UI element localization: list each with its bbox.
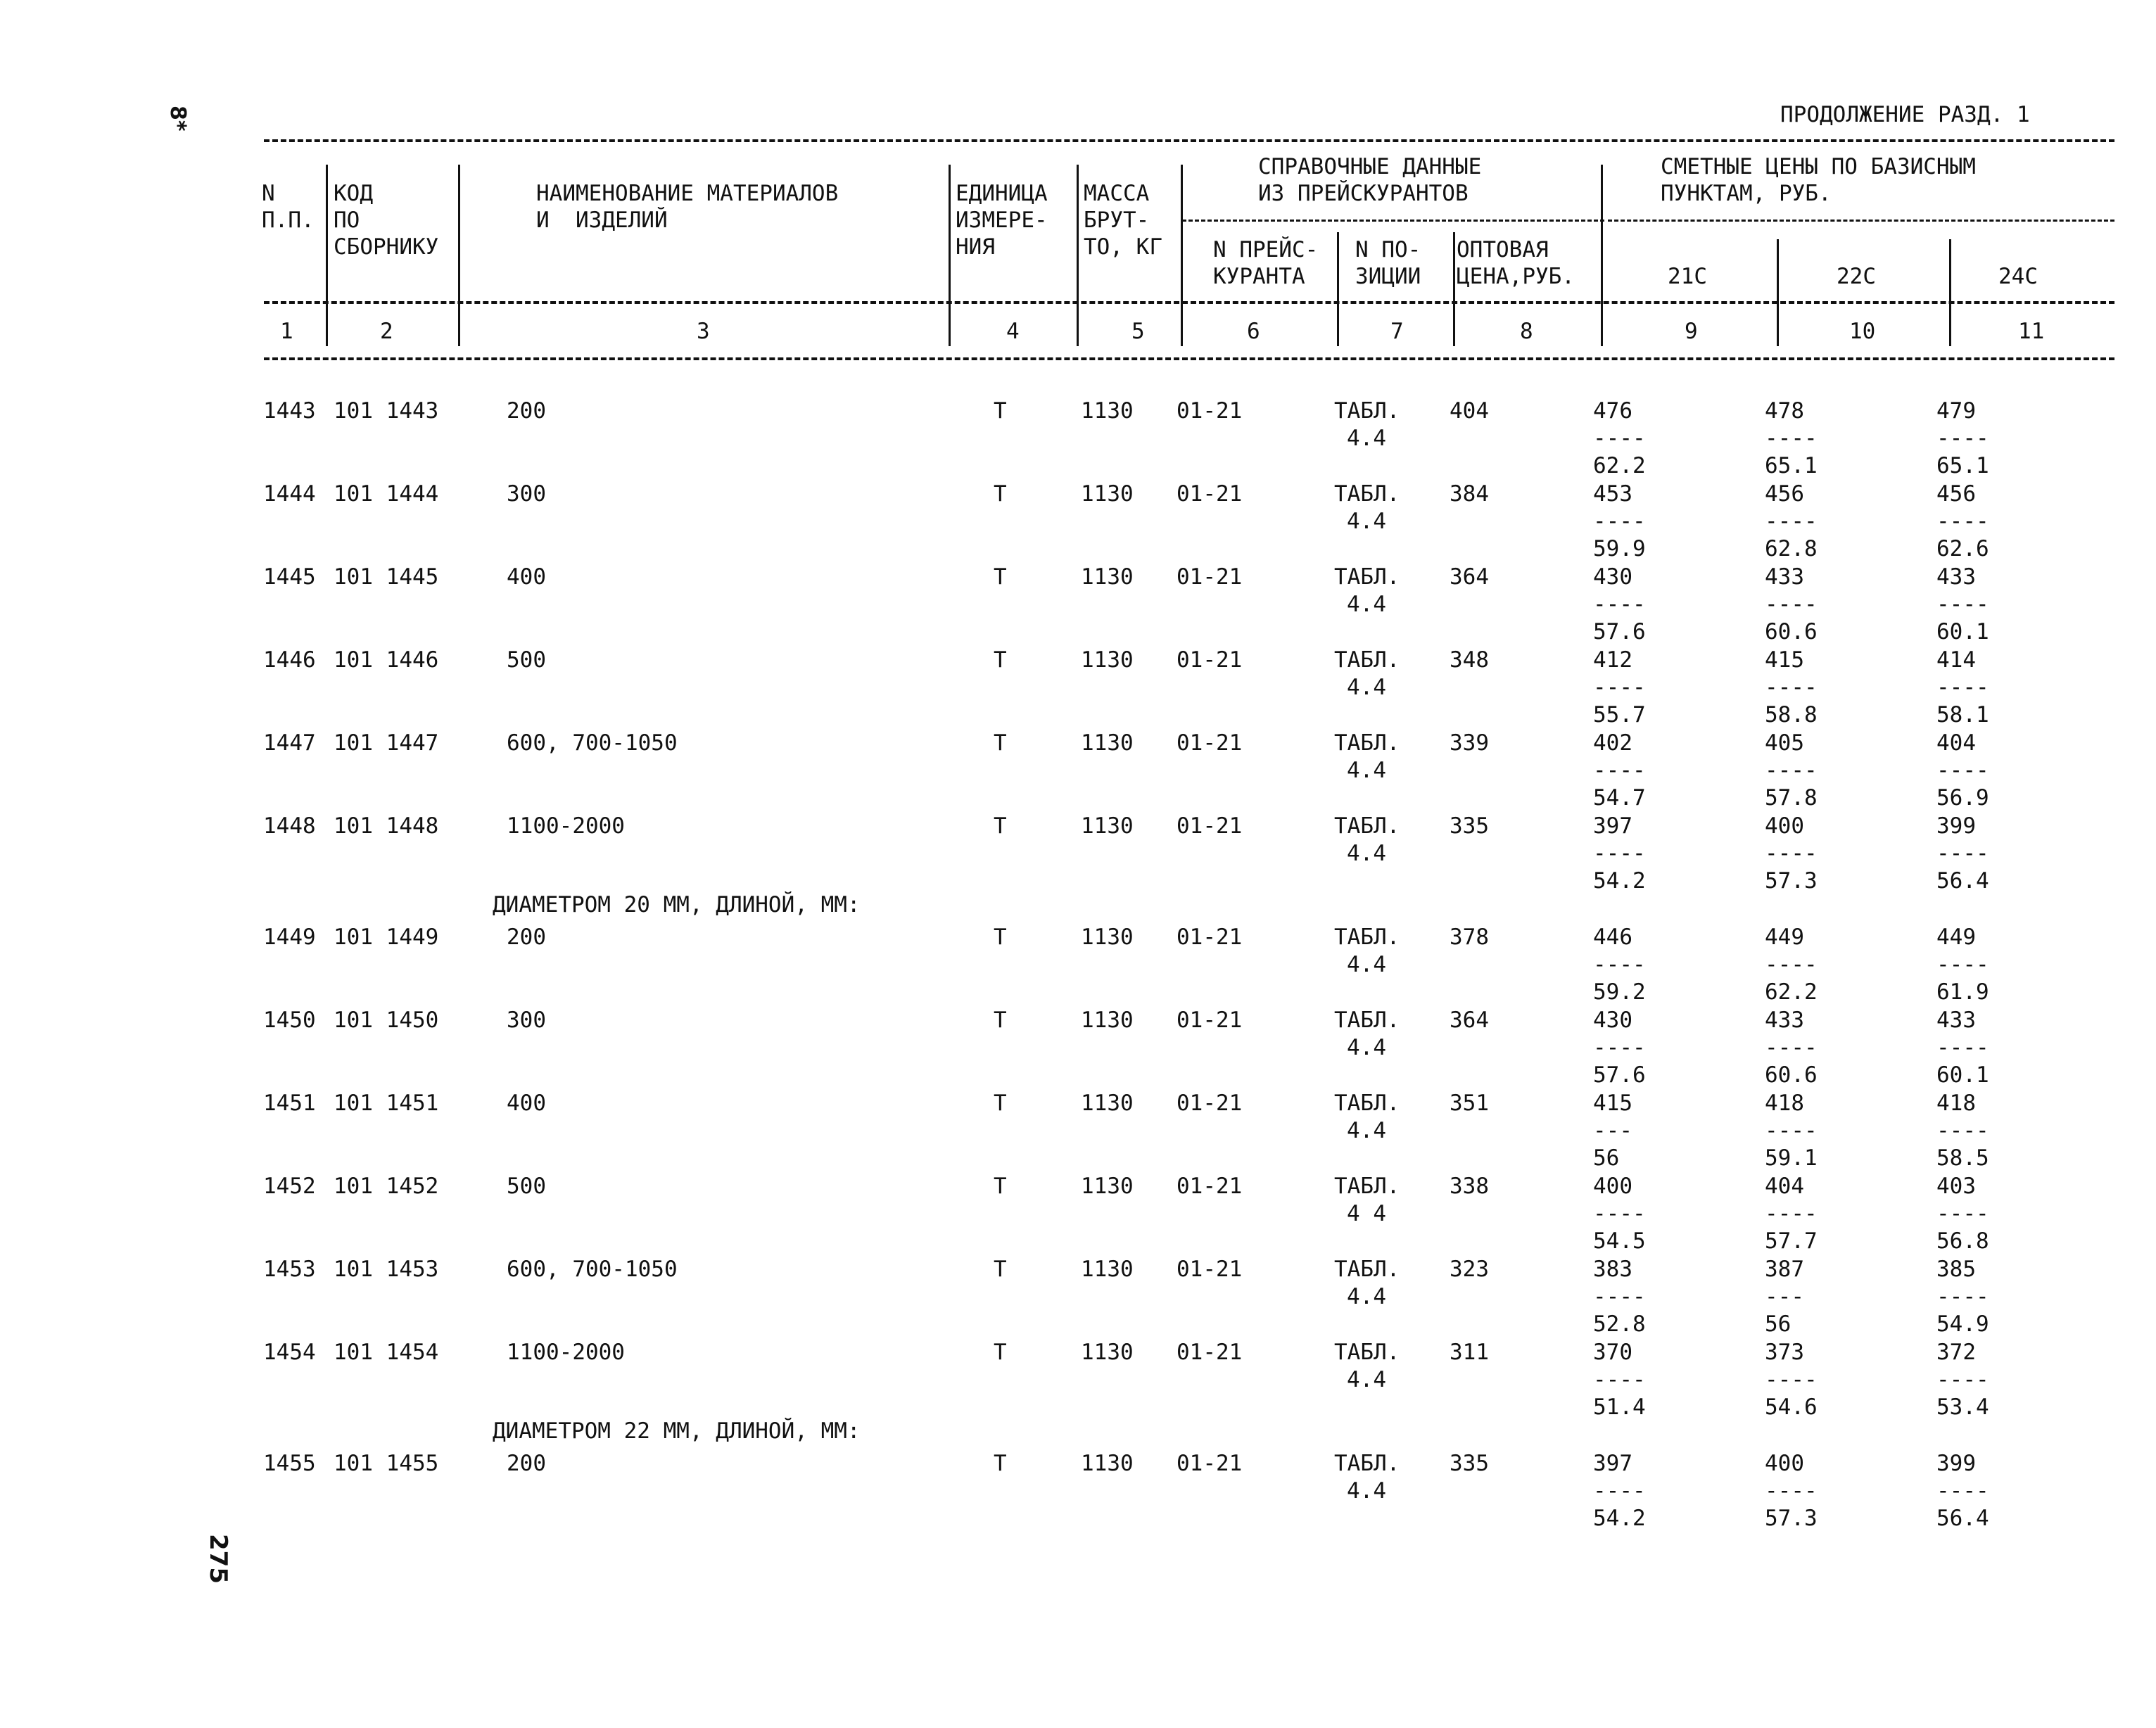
row-wholesale-price: 384 <box>1450 481 1489 507</box>
row-unit: Т <box>994 1451 1007 1476</box>
price-p24-divider: ---- <box>1936 758 1989 783</box>
price-p21-value: 446 <box>1593 925 1632 950</box>
header-group-ref-line1: СПРАВОЧНЫЕ ДАННЫЕ <box>1258 154 1482 179</box>
row-wholesale-price: 338 <box>1450 1174 1489 1199</box>
header-col5-line3: ТО, КГ <box>1084 234 1162 260</box>
row-number: 1447 <box>263 730 316 756</box>
row-number: 1454 <box>263 1340 316 1365</box>
price-p24-sub: 62.6 <box>1936 536 1989 561</box>
price-p22-divider: --- <box>1765 1284 1804 1309</box>
price-p24-value: 399 <box>1936 1451 1976 1476</box>
header-divider <box>1077 165 1079 346</box>
continuation-label: ПРОДОЛЖЕНИЕ РАЗД. 1 <box>1780 102 2030 127</box>
row-code: 101 1443 <box>334 398 439 424</box>
row-unit: Т <box>994 1174 1007 1199</box>
header-col8-line2: ЦЕНА,РУБ. <box>1457 264 1575 289</box>
column-number: 2 <box>380 319 393 344</box>
price-p24-value: 404 <box>1936 730 1976 756</box>
row-wholesale-price: 335 <box>1450 1451 1489 1476</box>
row-code: 101 1451 <box>334 1091 439 1116</box>
row-position-sub: 4 4 <box>1347 1201 1386 1226</box>
price-p24-sub: 54.9 <box>1936 1311 1989 1337</box>
row-name: 300 <box>507 1008 546 1033</box>
header-col11: 24С <box>1998 264 2038 289</box>
column-number: 6 <box>1247 319 1260 344</box>
row-mass: 1130 <box>1081 1340 1134 1365</box>
row-position-sub: 4.4 <box>1347 841 1386 866</box>
price-p21-divider: ---- <box>1593 509 1646 534</box>
price-p21-value: 383 <box>1593 1257 1632 1282</box>
header-col4-line2: ИЗМЕРЕ- <box>956 208 1048 233</box>
row-mass: 1130 <box>1081 1257 1134 1282</box>
price-p22-divider: ---- <box>1765 1478 1818 1504</box>
price-p24-divider: ---- <box>1936 952 1989 977</box>
price-p21-sub: 62.2 <box>1593 453 1646 478</box>
price-p22-sub: 59.1 <box>1765 1145 1818 1171</box>
price-p24-sub: 61.9 <box>1936 979 1989 1005</box>
price-p21-divider: ---- <box>1593 1478 1646 1504</box>
price-p24-divider: ---- <box>1936 1478 1989 1504</box>
price-p24-sub: 56.8 <box>1936 1228 1989 1254</box>
price-p22-sub: 57.3 <box>1765 868 1818 894</box>
price-p22-sub: 60.6 <box>1765 1062 1818 1088</box>
price-p21-value: 476 <box>1593 398 1632 424</box>
header-sub-rule <box>264 301 2114 304</box>
price-p21-sub: 56 <box>1593 1145 1620 1171</box>
price-p22-value: 400 <box>1765 1451 1804 1476</box>
price-p21-sub: 54.5 <box>1593 1228 1646 1254</box>
row-mass: 1130 <box>1081 1091 1134 1116</box>
price-p24-value: 433 <box>1936 564 1976 590</box>
row-number: 1446 <box>263 647 316 673</box>
group-ref-rule <box>1182 220 1604 222</box>
row-code: 101 1455 <box>334 1451 439 1476</box>
header-col1-line1: N <box>262 181 275 206</box>
price-p22-divider: ---- <box>1765 1035 1818 1060</box>
row-wholesale-price: 311 <box>1450 1340 1489 1365</box>
price-p21-value: 430 <box>1593 1008 1632 1033</box>
row-code: 101 1448 <box>334 813 439 839</box>
header-col8-line1: ОПТОВАЯ <box>1457 237 1549 262</box>
column-number: 7 <box>1390 319 1404 344</box>
price-p21-sub: 59.2 <box>1593 979 1646 1005</box>
row-number: 1443 <box>263 398 316 424</box>
price-p24-sub: 60.1 <box>1936 1062 1989 1088</box>
price-p22-value: 373 <box>1765 1340 1804 1365</box>
header-divider <box>1453 232 1455 346</box>
row-position: ТАБЛ. <box>1334 925 1400 950</box>
price-p21-sub: 51.4 <box>1593 1395 1646 1420</box>
side-mark-top: 8* <box>165 106 190 132</box>
row-position: ТАБЛ. <box>1334 1340 1400 1365</box>
price-p24-value: 418 <box>1936 1091 1976 1116</box>
column-number: 11 <box>2018 319 2045 344</box>
row-wholesale-price: 404 <box>1450 398 1489 424</box>
row-position: ТАБЛ. <box>1334 398 1400 424</box>
price-p21-divider: ---- <box>1593 1284 1646 1309</box>
row-name: 400 <box>507 564 546 590</box>
subheading: ДИАМЕТРОМ 20 ММ, ДЛИНОЙ, ММ: <box>493 892 861 917</box>
header-top-rule <box>264 139 2114 142</box>
header-col7-line1: N ПО- <box>1355 237 1421 262</box>
row-position-sub: 4.4 <box>1347 592 1386 617</box>
row-name: 300 <box>507 481 546 507</box>
price-p22-divider: ---- <box>1765 952 1818 977</box>
row-name: 1100-2000 <box>507 1340 625 1365</box>
row-wholesale-price: 378 <box>1450 925 1489 950</box>
row-price-list: 01-21 <box>1177 730 1243 756</box>
row-wholesale-price: 364 <box>1450 1008 1489 1033</box>
row-position-sub: 4.4 <box>1347 1035 1386 1060</box>
row-position-sub: 4.4 <box>1347 1478 1386 1504</box>
row-code: 101 1447 <box>334 730 439 756</box>
price-p24-value: 372 <box>1936 1340 1976 1365</box>
price-p22-sub: 65.1 <box>1765 453 1818 478</box>
row-position: ТАБЛ. <box>1334 813 1400 839</box>
header-divider <box>326 165 328 346</box>
row-number: 1455 <box>263 1451 316 1476</box>
header-col7-line2: ЗИЦИИ <box>1355 264 1421 289</box>
header-col6-line1: N ПРЕЙС- <box>1213 237 1319 262</box>
price-p22-sub: 56 <box>1765 1311 1792 1337</box>
header-col3-line1: НАИМЕНОВАНИЕ МАТЕРИАЛОВ <box>536 181 839 206</box>
price-p24-divider: ---- <box>1936 675 1989 700</box>
header-group-prices-line2: ПУНКТАМ, РУБ. <box>1661 181 1832 206</box>
row-name: 600, 700-1050 <box>507 1257 678 1282</box>
price-p21-sub: 54.2 <box>1593 868 1646 894</box>
price-p21-divider: ---- <box>1593 1035 1646 1060</box>
row-mass: 1130 <box>1081 398 1134 424</box>
row-code: 101 1452 <box>334 1174 439 1199</box>
row-position-sub: 4.4 <box>1347 1284 1386 1309</box>
row-mass: 1130 <box>1081 730 1134 756</box>
row-number: 1448 <box>263 813 316 839</box>
price-p24-value: 433 <box>1936 1008 1976 1033</box>
header-col1-line2: П.П. <box>262 208 315 233</box>
row-unit: Т <box>994 481 1007 507</box>
price-p22-value: 415 <box>1765 647 1804 673</box>
header-group-ref-line2: ИЗ ПРЕЙСКУРАНТОВ <box>1258 181 1469 206</box>
price-p21-value: 402 <box>1593 730 1632 756</box>
row-code: 101 1454 <box>334 1340 439 1365</box>
price-p22-sub: 57.8 <box>1765 785 1818 811</box>
price-p22-value: 400 <box>1765 813 1804 839</box>
price-p21-value: 400 <box>1593 1174 1632 1199</box>
price-p21-divider: ---- <box>1593 675 1646 700</box>
price-p22-divider: ---- <box>1765 1118 1818 1143</box>
row-unit: Т <box>994 1340 1007 1365</box>
price-p22-sub: 54.6 <box>1765 1395 1818 1420</box>
row-wholesale-price: 339 <box>1450 730 1489 756</box>
header-col10: 22С <box>1837 264 1876 289</box>
price-p21-value: 453 <box>1593 481 1632 507</box>
row-code: 101 1449 <box>334 925 439 950</box>
row-position-sub: 4.4 <box>1347 675 1386 700</box>
price-p22-sub: 62.8 <box>1765 536 1818 561</box>
header-divider <box>458 165 460 346</box>
row-mass: 1130 <box>1081 925 1134 950</box>
price-p22-divider: ---- <box>1765 1367 1818 1392</box>
row-position: ТАБЛ. <box>1334 730 1400 756</box>
price-p24-sub: 56.9 <box>1936 785 1989 811</box>
header-divider <box>1337 232 1339 346</box>
price-p21-divider: ---- <box>1593 952 1646 977</box>
column-number: 8 <box>1520 319 1533 344</box>
price-p24-value: 385 <box>1936 1257 1976 1282</box>
row-mass: 1130 <box>1081 1174 1134 1199</box>
price-p24-value: 479 <box>1936 398 1976 424</box>
row-mass: 1130 <box>1081 481 1134 507</box>
row-position: ТАБЛ. <box>1334 481 1400 507</box>
header-col2-line2: ПО <box>334 208 360 233</box>
row-wholesale-price: 323 <box>1450 1257 1489 1282</box>
price-p24-sub: 56.4 <box>1936 868 1989 894</box>
row-price-list: 01-21 <box>1177 647 1243 673</box>
row-unit: Т <box>994 1257 1007 1282</box>
header-col9: 21С <box>1668 264 1707 289</box>
row-unit: Т <box>994 398 1007 424</box>
row-position: ТАБЛ. <box>1334 647 1400 673</box>
header-divider <box>1777 239 1779 346</box>
price-p24-divider: ---- <box>1936 841 1989 866</box>
price-p22-divider: ---- <box>1765 1201 1818 1226</box>
row-unit: Т <box>994 925 1007 950</box>
price-p21-value: 412 <box>1593 647 1632 673</box>
price-p22-divider: ---- <box>1765 758 1818 783</box>
row-code: 101 1446 <box>334 647 439 673</box>
price-p24-sub: 58.5 <box>1936 1145 1989 1171</box>
price-p22-value: 433 <box>1765 564 1804 590</box>
price-p22-divider: ---- <box>1765 841 1818 866</box>
price-p21-divider: --- <box>1593 1118 1632 1143</box>
price-p24-divider: ---- <box>1936 1284 1989 1309</box>
row-name: 200 <box>507 1451 546 1476</box>
price-p22-value: 418 <box>1765 1091 1804 1116</box>
price-p22-value: 405 <box>1765 730 1804 756</box>
price-p24-sub: 60.1 <box>1936 619 1989 644</box>
price-p21-value: 397 <box>1593 1451 1632 1476</box>
row-number: 1445 <box>263 564 316 590</box>
price-p21-sub: 52.8 <box>1593 1311 1646 1337</box>
price-p22-sub: 58.8 <box>1765 702 1818 728</box>
row-number: 1444 <box>263 481 316 507</box>
price-p21-value: 430 <box>1593 564 1632 590</box>
column-number: 4 <box>1006 319 1020 344</box>
price-p21-sub: 54.2 <box>1593 1506 1646 1531</box>
row-code: 101 1453 <box>334 1257 439 1282</box>
row-position-sub: 4.4 <box>1347 1118 1386 1143</box>
row-price-list: 01-21 <box>1177 1451 1243 1476</box>
header-col3-line2: И ИЗДЕЛИЙ <box>536 208 668 233</box>
price-p24-divider: ---- <box>1936 509 1989 534</box>
price-p22-value: 433 <box>1765 1008 1804 1033</box>
row-unit: Т <box>994 1008 1007 1033</box>
price-p24-divider: ---- <box>1936 1367 1989 1392</box>
price-p22-value: 478 <box>1765 398 1804 424</box>
row-position: ТАБЛ. <box>1334 1451 1400 1476</box>
header-divider <box>949 165 951 346</box>
price-p22-value: 387 <box>1765 1257 1804 1282</box>
row-position-sub: 4.4 <box>1347 952 1386 977</box>
row-position-sub: 4.4 <box>1347 426 1386 451</box>
price-p24-value: 403 <box>1936 1174 1976 1199</box>
price-p24-value: 414 <box>1936 647 1976 673</box>
row-name: 600, 700-1050 <box>507 730 678 756</box>
row-position: ТАБЛ. <box>1334 1008 1400 1033</box>
price-p21-divider: ---- <box>1593 592 1646 617</box>
price-p21-sub: 55.7 <box>1593 702 1646 728</box>
row-number: 1450 <box>263 1008 316 1033</box>
price-p22-value: 456 <box>1765 481 1804 507</box>
price-p24-divider: ---- <box>1936 592 1989 617</box>
price-p21-divider: ---- <box>1593 758 1646 783</box>
column-number: 5 <box>1131 319 1145 344</box>
row-unit: Т <box>994 647 1007 673</box>
header-divider <box>1601 165 1603 346</box>
header-col5-line1: МАССА <box>1084 181 1150 206</box>
price-p21-value: 397 <box>1593 813 1632 839</box>
row-position: ТАБЛ. <box>1334 1091 1400 1116</box>
price-p22-sub: 57.7 <box>1765 1228 1818 1254</box>
header-col4-line1: ЕДИНИЦА <box>956 181 1048 206</box>
header-col6-line2: КУРАНТА <box>1213 264 1305 289</box>
row-number: 1451 <box>263 1091 316 1116</box>
price-p21-sub: 54.7 <box>1593 785 1646 811</box>
row-price-list: 01-21 <box>1177 398 1243 424</box>
price-p24-divider: ---- <box>1936 1035 1989 1060</box>
price-p24-divider: ---- <box>1936 1201 1989 1226</box>
header-divider <box>1181 165 1183 346</box>
row-code: 101 1450 <box>334 1008 439 1033</box>
price-p21-divider: ---- <box>1593 426 1646 451</box>
row-price-list: 01-21 <box>1177 1340 1243 1365</box>
price-p21-sub: 57.6 <box>1593 1062 1646 1088</box>
price-p24-sub: 58.1 <box>1936 702 1989 728</box>
row-position-sub: 4.4 <box>1347 758 1386 783</box>
price-p24-value: 456 <box>1936 481 1976 507</box>
price-p22-divider: ---- <box>1765 592 1818 617</box>
header-col2-line1: КОД <box>334 181 373 206</box>
row-wholesale-price: 351 <box>1450 1091 1489 1116</box>
price-p24-sub: 56.4 <box>1936 1506 1989 1531</box>
row-number: 1449 <box>263 925 316 950</box>
price-p21-divider: ---- <box>1593 1201 1646 1226</box>
row-name: 200 <box>507 925 546 950</box>
price-p22-divider: ---- <box>1765 509 1818 534</box>
row-price-list: 01-21 <box>1177 1174 1243 1199</box>
row-unit: Т <box>994 730 1007 756</box>
row-price-list: 01-21 <box>1177 481 1243 507</box>
row-mass: 1130 <box>1081 813 1134 839</box>
price-p24-sub: 65.1 <box>1936 453 1989 478</box>
column-number: 10 <box>1849 319 1876 344</box>
row-number: 1453 <box>263 1257 316 1282</box>
row-price-list: 01-21 <box>1177 813 1243 839</box>
price-p22-sub: 62.2 <box>1765 979 1818 1005</box>
header-col2-line3: СБОРНИКУ <box>334 234 439 260</box>
row-price-list: 01-21 <box>1177 1008 1243 1033</box>
side-page-number: 275 <box>204 1534 232 1584</box>
row-wholesale-price: 364 <box>1450 564 1489 590</box>
row-mass: 1130 <box>1081 1451 1134 1476</box>
row-name: 200 <box>507 398 546 424</box>
row-price-list: 01-21 <box>1177 925 1243 950</box>
row-position: ТАБЛ. <box>1334 1257 1400 1282</box>
row-name: 500 <box>507 647 546 673</box>
row-mass: 1130 <box>1081 647 1134 673</box>
header-bottom-rule <box>264 357 2114 360</box>
price-p22-divider: ---- <box>1765 426 1818 451</box>
row-position-sub: 4.4 <box>1347 509 1386 534</box>
price-p21-divider: ---- <box>1593 1367 1646 1392</box>
price-p24-divider: ---- <box>1936 1118 1989 1143</box>
header-col5-line2: БРУТ- <box>1084 208 1150 233</box>
row-price-list: 01-21 <box>1177 1257 1243 1282</box>
row-unit: Т <box>994 813 1007 839</box>
row-unit: Т <box>994 564 1007 590</box>
row-name: 1100-2000 <box>507 813 625 839</box>
row-name: 500 <box>507 1174 546 1199</box>
row-price-list: 01-21 <box>1177 564 1243 590</box>
price-p21-value: 415 <box>1593 1091 1632 1116</box>
price-p22-divider: ---- <box>1765 675 1818 700</box>
header-group-prices-line1: СМЕТНЫЕ ЦЕНЫ ПО БАЗИСНЫМ <box>1661 154 1976 179</box>
price-p24-value: 399 <box>1936 813 1976 839</box>
price-p24-sub: 53.4 <box>1936 1395 1989 1420</box>
column-number: 1 <box>280 319 293 344</box>
row-code: 101 1445 <box>334 564 439 590</box>
header-col4-line3: НИЯ <box>956 234 995 260</box>
price-p21-value: 370 <box>1593 1340 1632 1365</box>
column-number: 9 <box>1685 319 1698 344</box>
price-p22-value: 449 <box>1765 925 1804 950</box>
row-number: 1452 <box>263 1174 316 1199</box>
price-p24-divider: ---- <box>1936 426 1989 451</box>
row-price-list: 01-21 <box>1177 1091 1243 1116</box>
price-p22-sub: 60.6 <box>1765 619 1818 644</box>
row-position: ТАБЛ. <box>1334 564 1400 590</box>
row-code: 101 1444 <box>334 481 439 507</box>
row-mass: 1130 <box>1081 1008 1134 1033</box>
row-name: 400 <box>507 1091 546 1116</box>
row-position: ТАБЛ. <box>1334 1174 1400 1199</box>
price-p21-sub: 57.6 <box>1593 619 1646 644</box>
price-p22-value: 404 <box>1765 1174 1804 1199</box>
column-number: 3 <box>697 319 710 344</box>
price-p24-value: 449 <box>1936 925 1976 950</box>
price-p21-sub: 59.9 <box>1593 536 1646 561</box>
row-position-sub: 4.4 <box>1347 1367 1386 1392</box>
row-unit: Т <box>994 1091 1007 1116</box>
header-divider <box>1949 239 1951 346</box>
group-prices-rule <box>1608 220 2114 222</box>
subheading: ДИАМЕТРОМ 22 ММ, ДЛИНОЙ, ММ: <box>493 1418 861 1444</box>
price-p22-sub: 57.3 <box>1765 1506 1818 1531</box>
row-wholesale-price: 348 <box>1450 647 1489 673</box>
row-mass: 1130 <box>1081 564 1134 590</box>
row-wholesale-price: 335 <box>1450 813 1489 839</box>
price-p21-divider: ---- <box>1593 841 1646 866</box>
